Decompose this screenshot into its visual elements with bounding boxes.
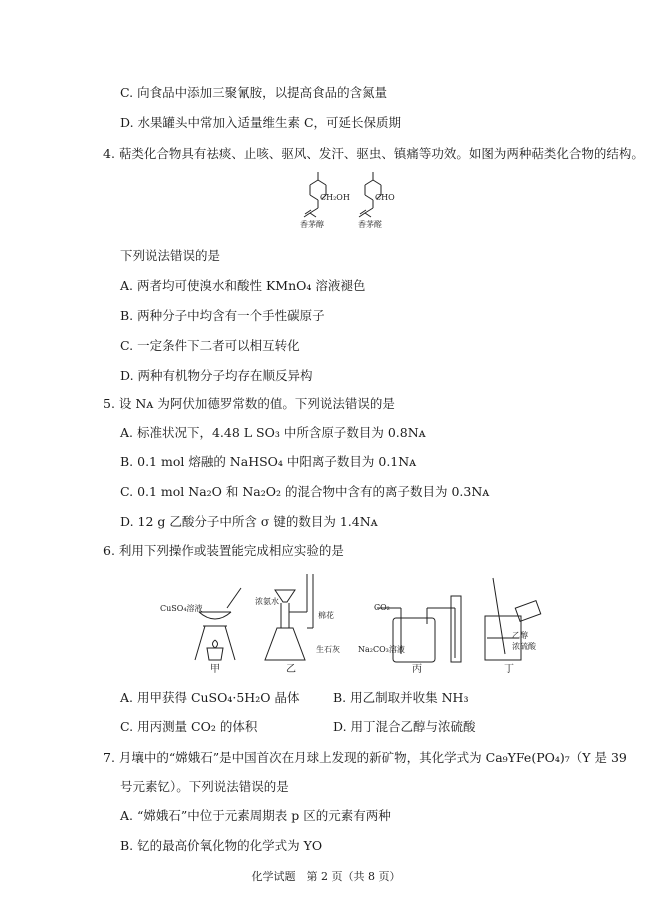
option-d-prev: D. 水果罐头中常加入适量维生素 C，可延长保质期 <box>120 115 402 130</box>
right-substituent: CHO <box>375 193 395 202</box>
bing-label-co2: CO₂ <box>374 603 390 612</box>
bing-label-solution: Na₂CO₃溶液 <box>358 645 405 654</box>
ding-label-acid: 浓硫酸 <box>512 642 536 651</box>
q7-stem-1: 7. 月壤中的“嫦娥石”是中国首次在月球上发现的新矿物，其化学式为 Ca₉YFe(PO₄)₇（Y 是 39 <box>103 750 627 765</box>
left-substituent: CH₂OH <box>320 193 350 202</box>
ding-caption: 丁 <box>504 664 514 675</box>
page-footer: 化学试题 第 2 页（共 8 页） <box>251 870 401 883</box>
q5-option-d: D. 12 g 乙酸分子中所含 σ 键的数目为 1.4Nᴀ <box>120 514 378 529</box>
jia-label: CuSO₄溶液 <box>160 604 203 613</box>
q6-stem: 6. 利用下列操作或装置能完成相应实验的是 <box>103 543 344 558</box>
q4-option-c: C. 一定条件下二者可以相互转化 <box>120 338 300 353</box>
q4-option-d: D. 两种有机物分子均存在顺反异构 <box>120 368 313 383</box>
yi-label-cotton: 棉花 <box>318 611 334 620</box>
q7-stem-2: 号元素钇）。下列说法错误的是 <box>120 779 289 794</box>
q7-option-b: B. 钇的最高价氧化物的化学式为 YO <box>120 838 323 853</box>
q4-option-b: B. 两种分子中均含有一个手性碳原子 <box>120 308 325 323</box>
q6-option-b: B. 用乙制取并收集 NH₃ <box>333 690 469 705</box>
ding-label-ethanol: 乙醇 <box>512 631 528 640</box>
right-name: 香茅醛 <box>358 220 382 229</box>
option-c-prev: C. 向食品中添加三聚氰胺，以提高食品的含氮量 <box>120 85 388 100</box>
yi-label-lime: 生石灰 <box>316 645 340 654</box>
q6-option-d: D. 用丁混合乙醇与浓硫酸 <box>333 719 476 734</box>
left-name: 香茅醇 <box>300 220 324 229</box>
q5-stem: 5. 设 Nᴀ 为阿伏加德罗常数的值。下列说法错误的是 <box>103 396 395 411</box>
q6-option-a: A. 用甲获得 CuSO₄·5H₂O 晶体 <box>120 690 300 705</box>
q5-option-a: A. 标准状况下，4.48 L SO₃ 中所含原子数目为 0.8Nᴀ <box>120 425 426 440</box>
jia-caption: 甲 <box>210 664 220 675</box>
yi-caption: 乙 <box>286 664 296 675</box>
q5-option-b: B. 0.1 mol 熔融的 NaHSO₄ 中阳离子数目为 0.1Nᴀ <box>120 454 417 469</box>
q4-option-a: A. 两者均可使溴水和酸性 KMnO₄ 溶液褪色 <box>120 278 366 293</box>
q4-stem: 4. 萜类化合物具有祛痰、止咳、驱风、发汗、驱虫、镇痛等功效。如图为两种萜类化合物的结构。 <box>103 146 644 161</box>
yi-label-ammonia: 浓氨水 <box>255 597 279 606</box>
q4-ask: 下列说法错误的是 <box>120 248 221 263</box>
bing-caption: 丙 <box>412 664 422 675</box>
q5-option-c: C. 0.1 mol Na₂O 和 Na₂O₂ 的混合物中含有的离子数目为 0.3Nᴀ <box>120 484 490 499</box>
q7-option-a: A. “嫦娥石”中位于元素周期表 p 区的元素有两种 <box>120 808 391 823</box>
q6-option-c: C. 用丙测量 CO₂ 的体积 <box>120 719 258 734</box>
